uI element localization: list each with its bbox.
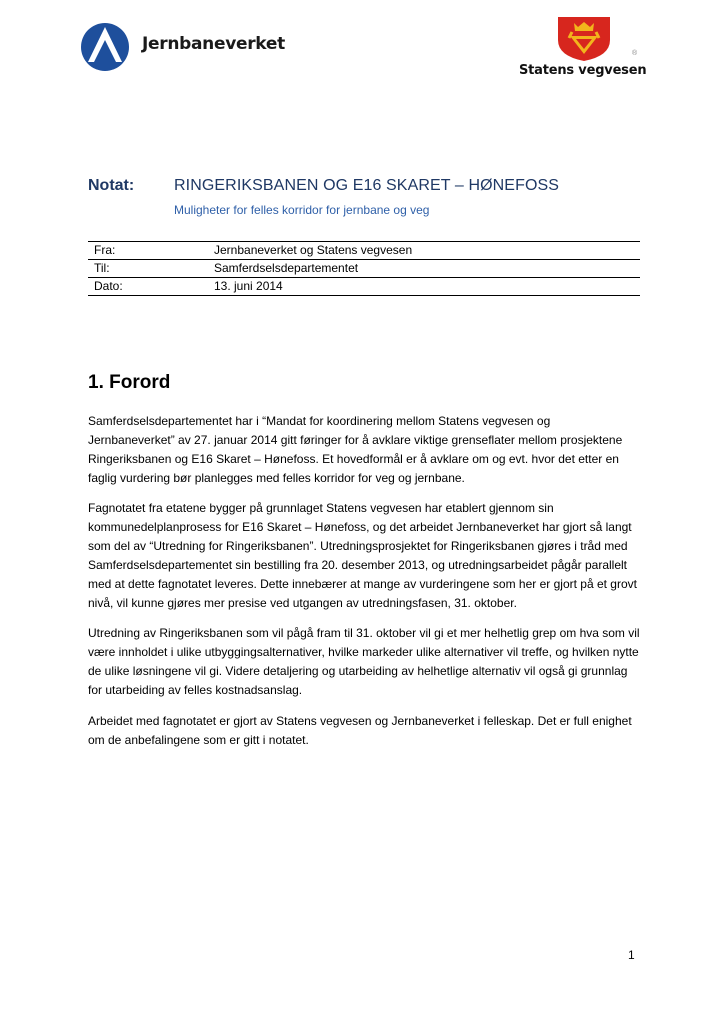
page-number: 1 <box>628 948 635 962</box>
meta-key: Til: <box>94 261 110 275</box>
note-title: RINGERIKSBANEN OG E16 SKARET – HØNEFOSS <box>174 177 560 194</box>
jernbaneverket-logo <box>80 22 285 72</box>
paragraph: Samferdselsdepartementet har i “Mandat for koordinering mellom Statens vegvesen og Jernbaneverket” av 27. januar 2014 gitt føringer for å avklare viktige grenseflater mellom prosjektene Ringeriksbanen og E16 Skaret – Hønefoss. Et hovedformål er å avklare om og evt. hvor det etter en faglig vurdering bør planlegges med felles korridor for veg og jernbane. <box>88 414 623 485</box>
section-heading: 1. Forord <box>88 372 171 393</box>
note-subtitle: Muligheter for felles korridor for jernbane og veg <box>174 203 430 217</box>
paragraph: Fagnotatet fra etatene bygger på grunnlaget Statens vegvesen har etablert gjennom sin kommunedelplanprosess for E16 Skaret – Hønefoss, og det arbeidet Jernbaneverket har gjort så langt som del av “Utredning for Ringeriksbanen”. Utredningsprosjektet for Ringeriksbanen gjøres i tråd med Samferdselsdepartementet sin bestilling fra 20. desember 2013, og utredningsarbeidet pågår parallelt med at dette fagnotatet leveres. Dette innebærer at mange av vurderingene som her er gjort på et grovt nivå, vil kunne gjøres mer presise ved utgangen av utredningsfasen, 31. oktober. <box>88 501 637 610</box>
paragraph: Arbeidet med fagnotatet er gjort av Statens vegvesen og Jernbaneverket i felleskap. Det er full enighet om de anbefalingene som er gitt i notatet. <box>88 714 632 747</box>
statens-vegvesen-logo <box>512 14 650 80</box>
meta-key: Dato: <box>94 279 123 293</box>
registered-mark: ® <box>632 50 638 57</box>
note-label: Notat: <box>88 177 135 194</box>
meta-key: Fra: <box>94 243 116 257</box>
jernbaneverket-emblem-icon <box>80 22 130 72</box>
statens-vegvesen-emblem-icon <box>552 14 616 62</box>
meta-table <box>88 241 640 296</box>
meta-row-to <box>88 260 640 278</box>
paragraph: Utredning av Ringeriksbanen som vil pågå fram til 31. oktober vil gi et mer helhetlig grep om hva som vil være innholdet i ulike utbyggingsalternativer, hvilke markeder ulike alternativer vil treffe, og hvilken nytte de ulike løsningene vil gi. Videre detaljering og utarbeiding av helhetlige alternativ vil også gi grunnlag for utarbeiding av felles kostnadsanslag. <box>88 626 640 697</box>
statens-vegvesen-logo-text: Statens vegvesen <box>519 63 647 78</box>
meta-row-from <box>88 242 640 260</box>
meta-value: Jernbaneverket og Statens vegvesen <box>214 243 413 257</box>
meta-value: Samferdselsdepartementet <box>214 261 359 275</box>
jernbaneverket-logo-text: Jernbaneverket <box>142 34 285 54</box>
meta-row-date <box>88 278 640 296</box>
meta-value: 13. juni 2014 <box>214 279 283 293</box>
